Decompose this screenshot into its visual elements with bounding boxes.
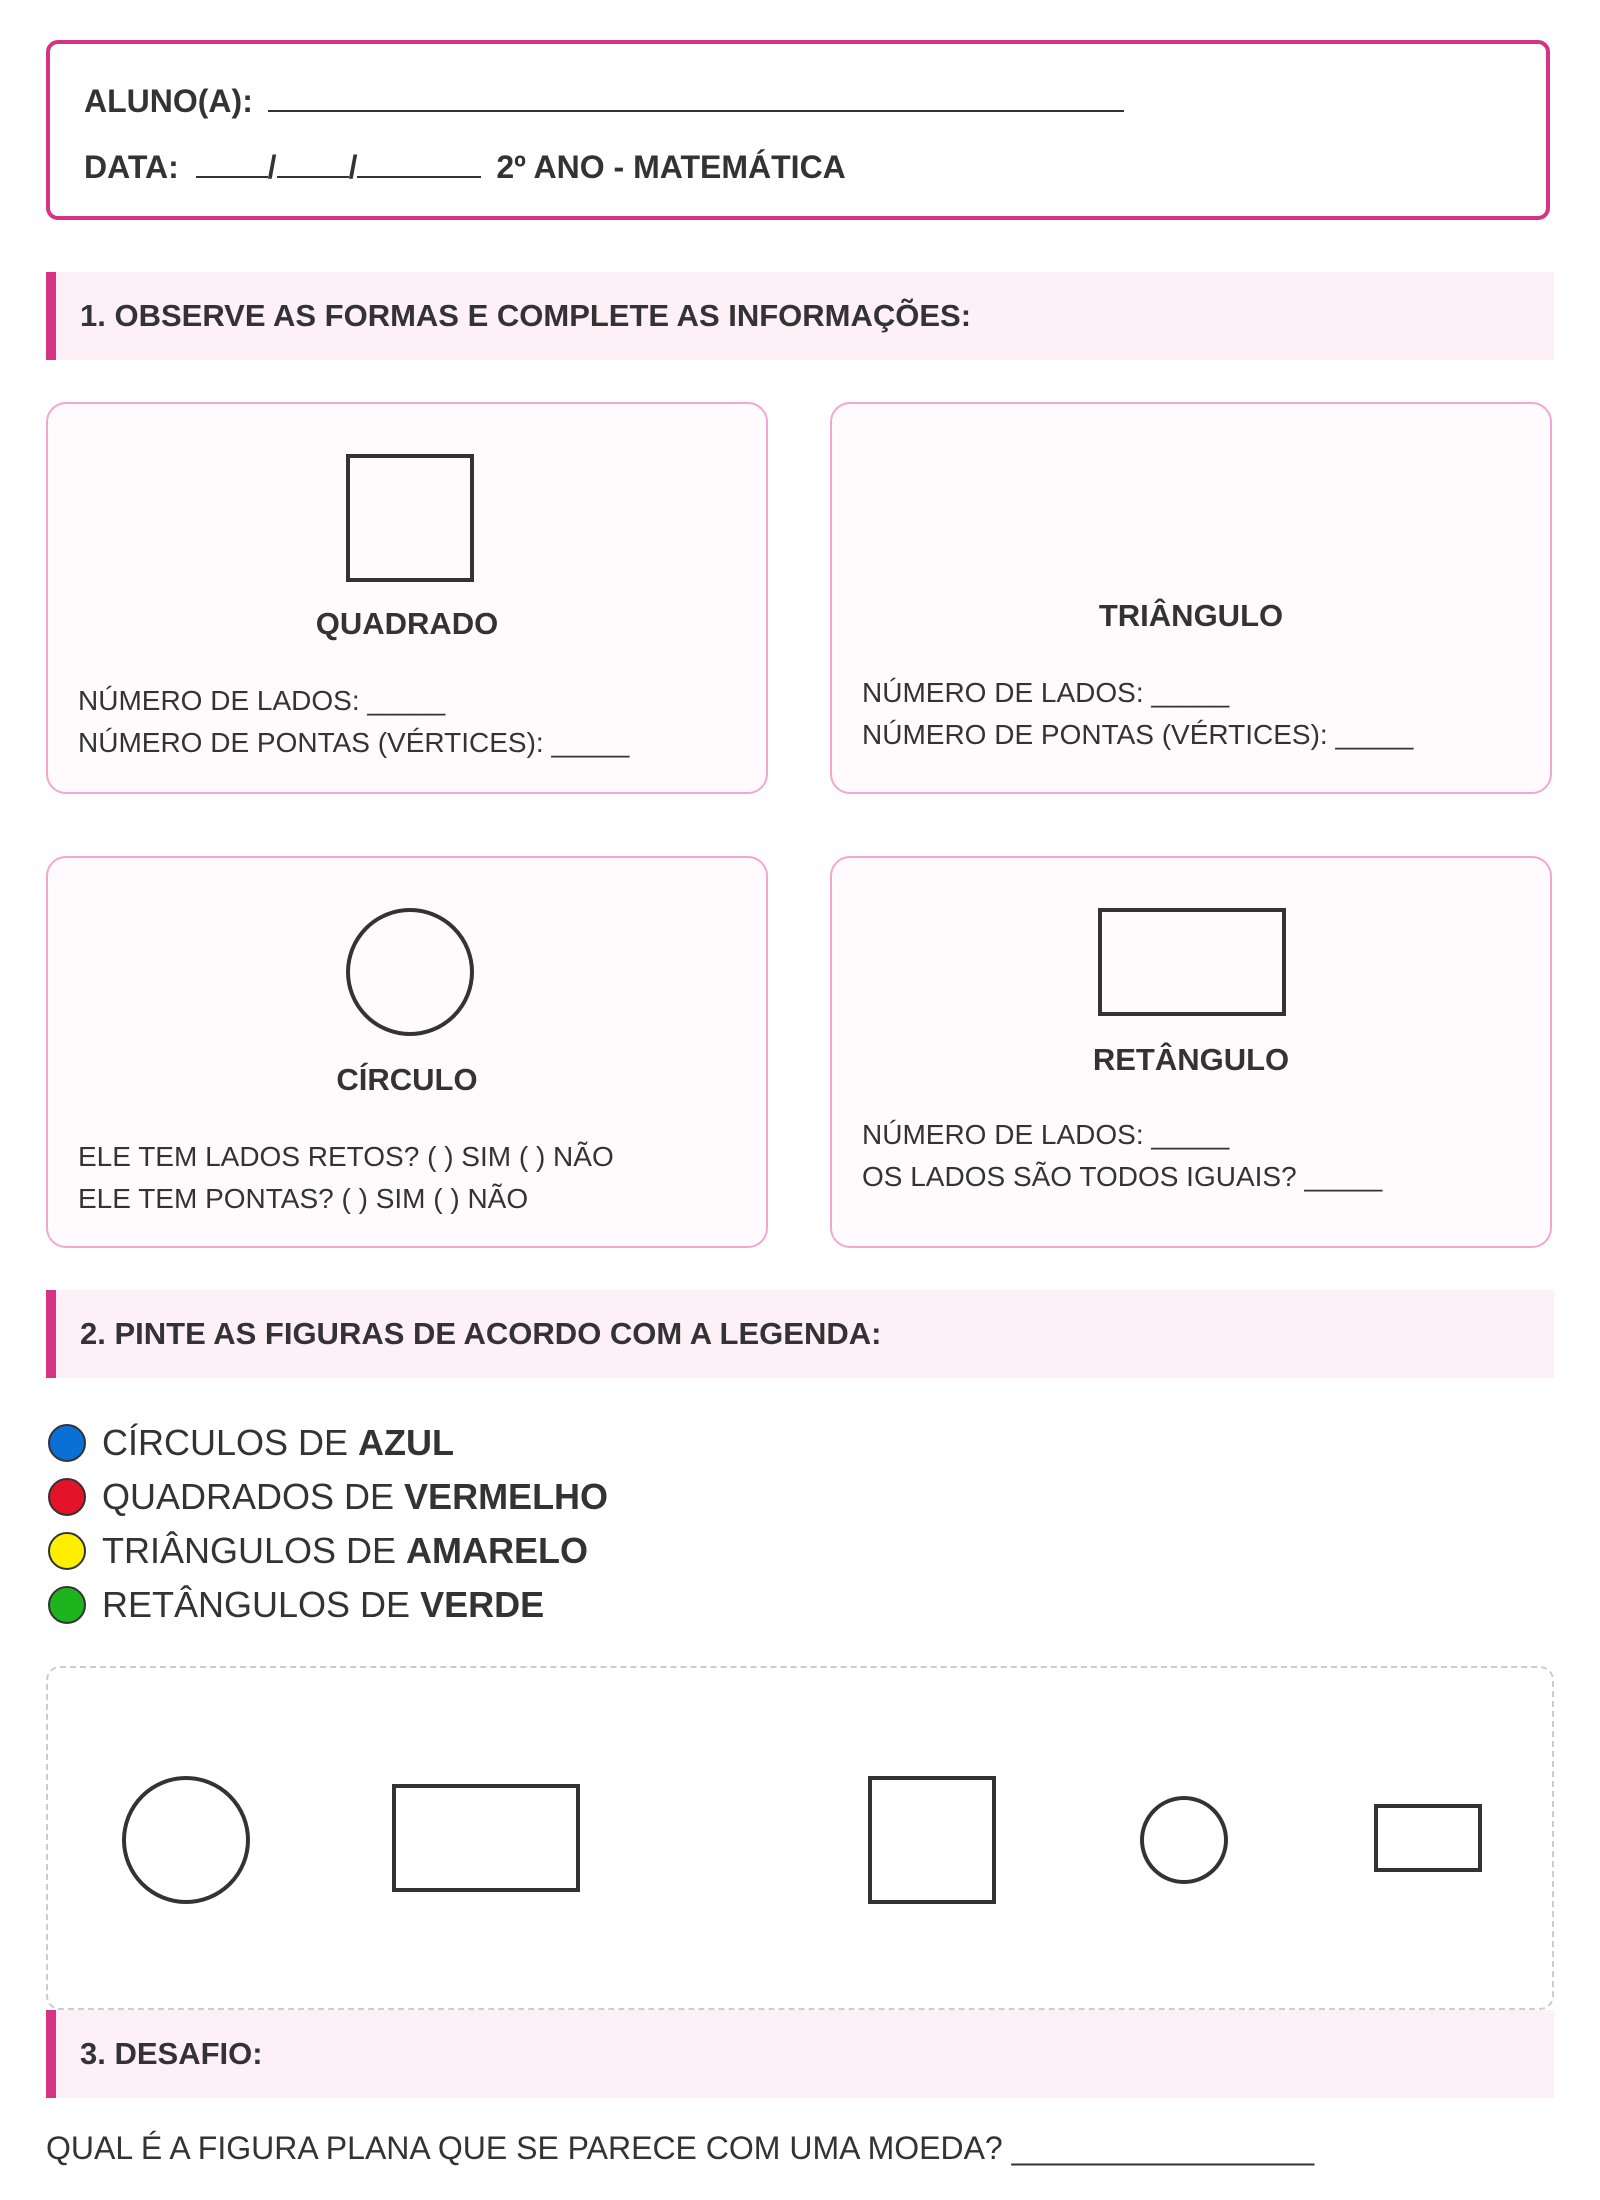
rectangle-icon [1098,908,1286,1016]
card-circulo [46,856,768,1248]
card-question-1: NÚMERO DE LADOS: _____ [862,677,1230,708]
card-question-2: NÚMERO DE PONTAS (VÉRTICES): _____ [862,719,1414,750]
legend-color-name: AZUL [358,1422,455,1463]
section-1-header [46,272,1554,360]
card-question-2: NÚMERO DE PONTAS (VÉRTICES): _____ [78,727,630,758]
green-dot-icon [48,1586,86,1624]
student-line [84,82,1124,120]
coloring-circle-small[interactable] [1140,1796,1228,1884]
coloring-square[interactable] [868,1776,996,1904]
section-3-header [46,2010,1554,2098]
section-3-title: 3. DESAFIO: [80,2036,263,2071]
legend-text: CÍRCULOS DE [102,1422,349,1463]
legend-color-name: AMARELO [406,1530,589,1571]
coloring-rectangle-small[interactable] [1374,1804,1482,1872]
red-dot-icon [48,1478,86,1516]
section-2-header [46,1290,1554,1378]
card-question-1: NÚMERO DE LADOS: _____ [78,685,446,716]
legend-text: RETÂNGULOS DE [102,1584,411,1625]
coloring-rectangle-large[interactable] [392,1784,580,1892]
date-year-blank[interactable] [357,148,481,178]
square-icon [346,454,474,582]
card-retangulo [830,856,1552,1248]
card-question-2: OS LADOS SÃO TODOS IGUAIS? _____ [862,1161,1383,1192]
color-legend [48,1416,608,1632]
yellow-dot-icon [48,1532,86,1570]
card-title: RETÂNGULO [1092,1042,1290,1077]
challenge-question: QUAL É A FIGURA PLANA QUE SE PARECE COM UMA MOEDA? _________________ [46,2130,1315,2166]
card-questions [78,680,629,764]
card-title: CÍRCULO [336,1062,478,1097]
circle-icon [346,908,474,1036]
date-month-blank[interactable] [277,148,349,178]
card-title: TRIÂNGULO [1098,598,1284,633]
section-2-title: 2. PINTE AS FIGURAS DE ACORDO COM A LEGENDA: [80,1316,882,1351]
legend-item-vermelho [48,1470,608,1524]
header-box [46,40,1550,220]
date-label: DATA: [84,149,179,185]
card-question-1: NÚMERO DE LADOS: _____ [862,1119,1230,1150]
card-title: QUADRADO [315,606,499,641]
legend-text: QUADRADOS DE [102,1476,395,1517]
card-triangulo [830,402,1552,794]
grade-subject: 2º ANO - MATEMÁTICA [496,149,846,185]
coloring-area [46,1666,1554,2010]
legend-color-name: VERDE [420,1584,545,1625]
legend-text: TRIÂNGULOS DE [102,1530,397,1571]
card-question-1: ELE TEM LADOS RETOS? ( ) SIM ( ) NÃO [78,1141,614,1172]
student-name-blank[interactable] [268,82,1124,112]
date-line [84,148,846,186]
date-sep-2: / [348,149,358,185]
card-quadrado [46,402,768,794]
blue-dot-icon [48,1424,86,1462]
section-1-title: 1. OBSERVE AS FORMAS E COMPLETE AS INFORMAÇÕES: [80,298,972,333]
student-label: ALUNO(A): [84,83,253,119]
date-day-blank[interactable] [196,148,268,178]
legend-item-verde [48,1578,608,1632]
date-sep-1: / [267,149,277,185]
card-questions [862,1114,1382,1198]
card-question-2: ELE TEM PONTAS? ( ) SIM ( ) NÃO [78,1183,529,1214]
legend-item-amarelo [48,1524,608,1578]
legend-item-azul [48,1416,608,1470]
legend-color-name: VERMELHO [404,1476,609,1517]
coloring-circle-large[interactable] [122,1776,250,1904]
card-questions [78,1136,614,1220]
card-questions [862,672,1413,756]
